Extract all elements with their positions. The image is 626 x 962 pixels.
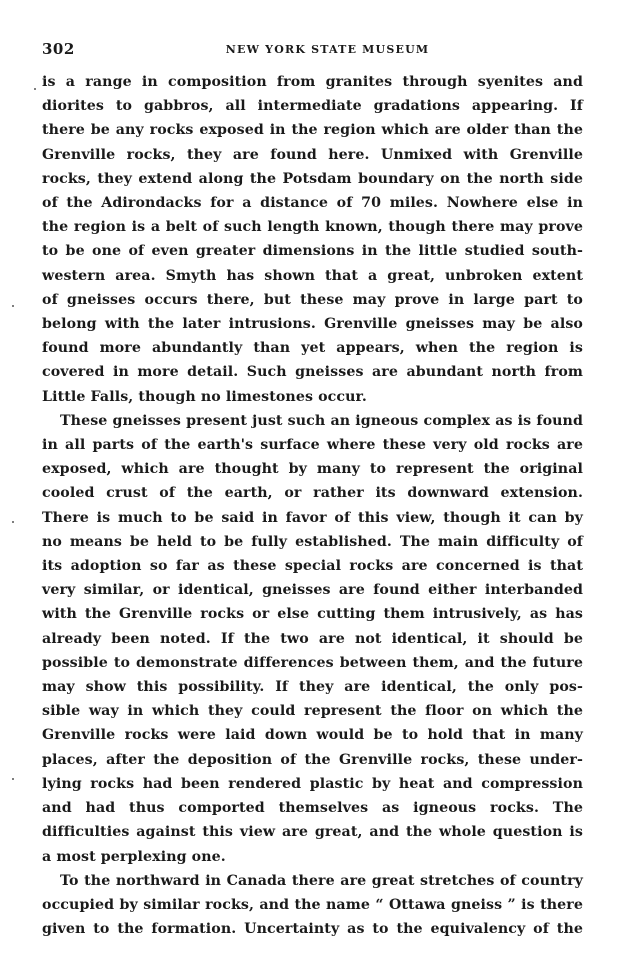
text-line: sible way in which they could represent the floor on which the (42, 703, 583, 720)
paragraph (42, 409, 583, 869)
text-line: occupied by similar rocks, and the name “ Ottawa gneiss ” is there (42, 896, 583, 913)
paragraph (42, 869, 583, 942)
text-line: Grenville rocks, they are found here. Unmixed with Grenville (42, 146, 583, 163)
text-line: There is much to be said in favor of this view, though it can by (42, 509, 583, 526)
text-line: to be one of even greater dimensions in the little studied south- (42, 243, 583, 260)
text-line: diorites to gabbros, all intermediate gradations appearing. If (42, 98, 583, 115)
text-line: cooled crust of the earth, or rather its downward extension. (42, 485, 583, 502)
text-line: the region is a belt of such length known, though there may prove (42, 219, 583, 236)
margin-speck (12, 305, 14, 307)
text-line: belong with the later intrusions. Grenville gneisses may be also (42, 316, 583, 333)
text-line: is a range in composition from granites through syenites and (42, 74, 583, 90)
text-line: western area. Smyth has shown that a great, unbroken extent (42, 267, 583, 284)
text-line: difficulties against this view are great, and the whole question is (42, 824, 583, 841)
text-line: no means be held to be fully established. The main difficulty of (42, 533, 583, 550)
body-text (42, 70, 583, 941)
text-line: lying rocks had been rendered plastic by heat and compression (42, 775, 583, 792)
text-line: To the northward in Canada there are great stretches of country (60, 872, 583, 889)
text-line: its adoption so far as these special rocks are concerned is that (42, 558, 583, 575)
text-line: exposed, which are thought by many to represent the original (42, 461, 583, 478)
text-line: of gneisses occurs there, but these may prove in large part to (42, 291, 583, 308)
text-line: a most perplexing one. (42, 848, 226, 865)
text-line: found more abundantly than yet appears, when the region is (42, 340, 583, 357)
text-line: Grenville rocks were laid down would be to hold that in many (42, 727, 583, 744)
running-head: NEW YORK STATE MUSEUM (225, 43, 430, 56)
text-line: and had thus comported themselves as igneous rocks. The (42, 800, 583, 817)
margin-speck (12, 521, 14, 523)
margin-speck (34, 88, 36, 90)
text-line: possible to demonstrate differences between them, and the future (42, 654, 583, 671)
text-line: there be any rocks exposed in the region which are older than the (42, 122, 583, 139)
page-number: 302 (42, 40, 75, 58)
text-line: in all parts of the earth's surface where these very old rocks are (42, 437, 583, 454)
text-line: given to the formation. Uncertainty as to the equivalency of the (42, 921, 583, 938)
text-line: already been noted. If the two are not identical, it should be (42, 630, 583, 647)
text-line: with the Grenville rocks or else cutting them intrusively, as has (42, 606, 583, 623)
text-line: places, after the deposition of the Grenville rocks, these under- (42, 751, 583, 768)
text-line: These gneisses present just such an igneous complex as is found (60, 412, 583, 429)
paragraph (42, 70, 583, 409)
page-header (42, 40, 583, 62)
text-line: rocks, they extend along the Potsdam boundary on the north side (42, 170, 583, 187)
text-line: may show this possibility. If they are identical, the only pos- (42, 679, 583, 696)
margin-speck (12, 778, 14, 780)
document-page (42, 40, 583, 941)
text-line: very similar, or identical, gneisses are found either interbanded (42, 582, 583, 599)
text-line: Little Falls, though no limestones occur. (42, 388, 367, 405)
text-line: covered in more detail. Such gneisses are abundant north from (42, 364, 583, 381)
text-line: of the Adirondacks for a distance of 70 miles. Nowhere else in (42, 195, 583, 212)
